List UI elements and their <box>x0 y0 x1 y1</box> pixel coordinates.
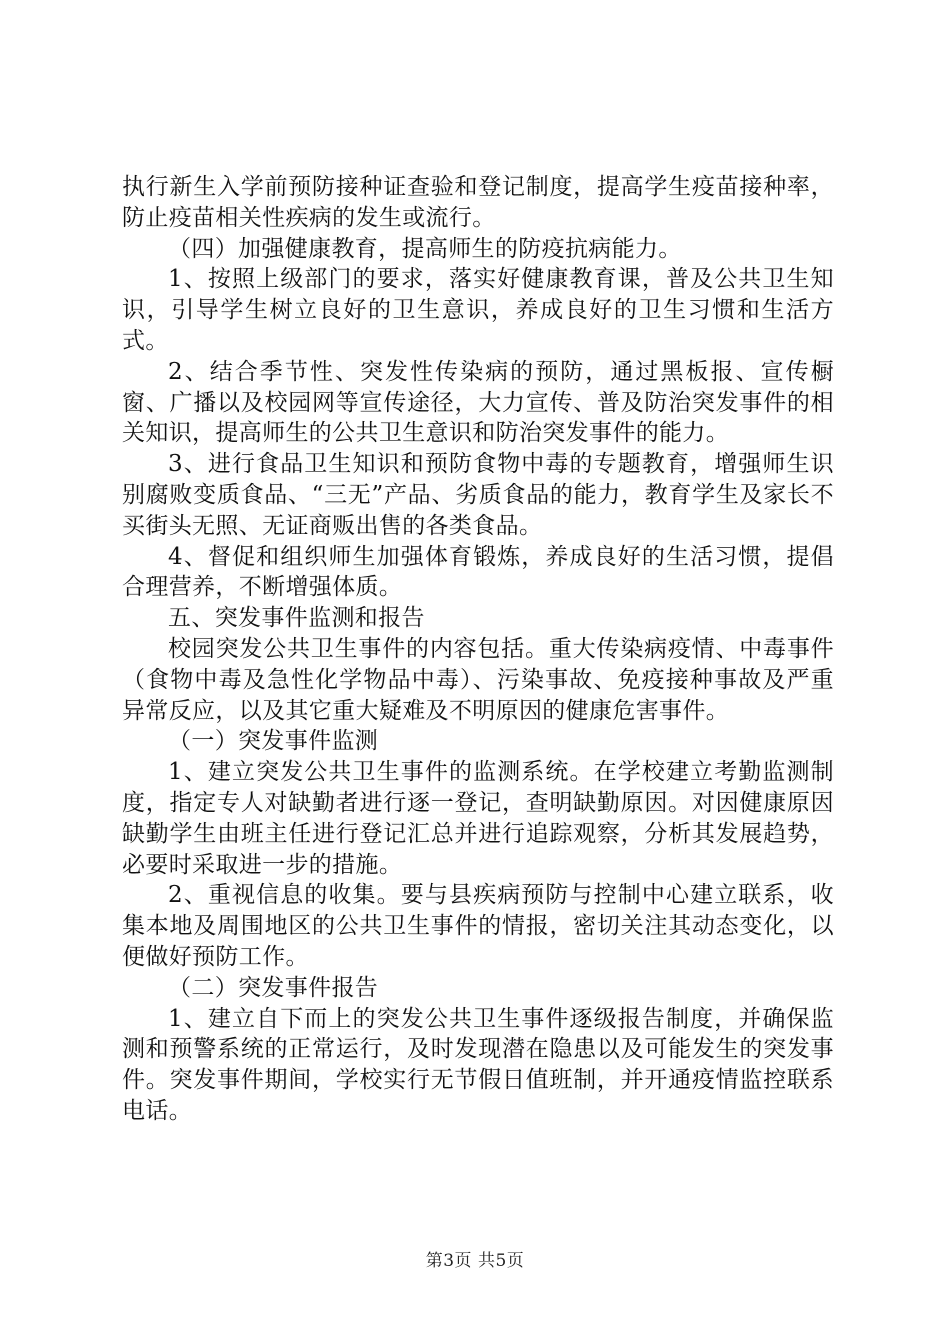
subheading-four: （四）加强健康教育，提高师生的防疫抗病能力。 <box>168 235 682 262</box>
paragraph-monitoring-2: 2、重视信息的收集。要与县疾病预防与控制中心建立联系，收集本地及周围地区的公共卫生事件的情报，密切关注其动态变化，以便做好预防工作。 <box>122 882 834 970</box>
paragraph-continuation: 执行新生入学前预防接种证查验和登记制度，提高学生疫苗接种率，防止疫苗相关性疾病的发生或流行。 <box>122 174 834 231</box>
paragraph-reporting-1: 1、建立自下而上的突发公共卫生事件逐级报告制度，并确保监测和预警系统的正常运行，及时发现潜在隐患以及可能发生的突发事件。突发事件期间，学校实行无节假日值班制，并开通疫情监控联系电话。 <box>122 1005 834 1124</box>
paragraph-item-4: 4、督促和组织师生加强体育锻炼，养成良好的生活习惯，提倡合理营养，不断增强体质。 <box>122 543 834 601</box>
paragraph-item-3: 3、进行食品卫生知识和预防食物中毒的专题教育，增强师生识别腐败变质食品、“三无”产品、劣质食品的能力，教育学生及家长不买街头无照、无证商贩出售的各类食品。 <box>122 451 834 539</box>
paragraph-section-intro: 校园突发公共卫生事件的内容包括。重大传染病疫情、中毒事件（食物中毒及急性化学物品中毒）、污染事故、免疫接种事故及严重异常反应，以及其它重大疑难及不明原因的健康危害事件。 <box>122 635 834 724</box>
subheading-monitoring: （一）突发事件监测 <box>168 728 379 755</box>
paragraph-item-2: 2、结合季节性、突发性传染病的预防，通过黑板报、宣传橱窗、广播以及校园网等宣传途径，大力宣传、普及防治突发事件的相关知识，提高师生的公共卫生意识和防治突发事件的能力。 <box>122 358 834 447</box>
section-heading-five: 五、突发事件监测和报告 <box>168 605 425 632</box>
page-footer: 第3页 共5页 <box>425 1251 525 1271</box>
paragraph-monitoring-1: 1、建立突发公共卫生事件的监测系统。在学校建立考勤监测制度，指定专人对缺勤者进行逐一登记，查明缺勤原因。对因健康原因缺勤学生由班主任进行登记汇总并进行追踪观察，分析其发展趋势，必要时采取进一步的措施。 <box>122 759 834 878</box>
document-body <box>122 172 834 1127</box>
paragraph-item-1: 1、按照上级部门的要求，落实好健康教育课，普及公共卫生知识，引导学生树立良好的卫生意识，养成良好的卫生习惯和生活方式。 <box>122 266 834 354</box>
subheading-reporting: （二）突发事件报告 <box>168 974 379 1001</box>
